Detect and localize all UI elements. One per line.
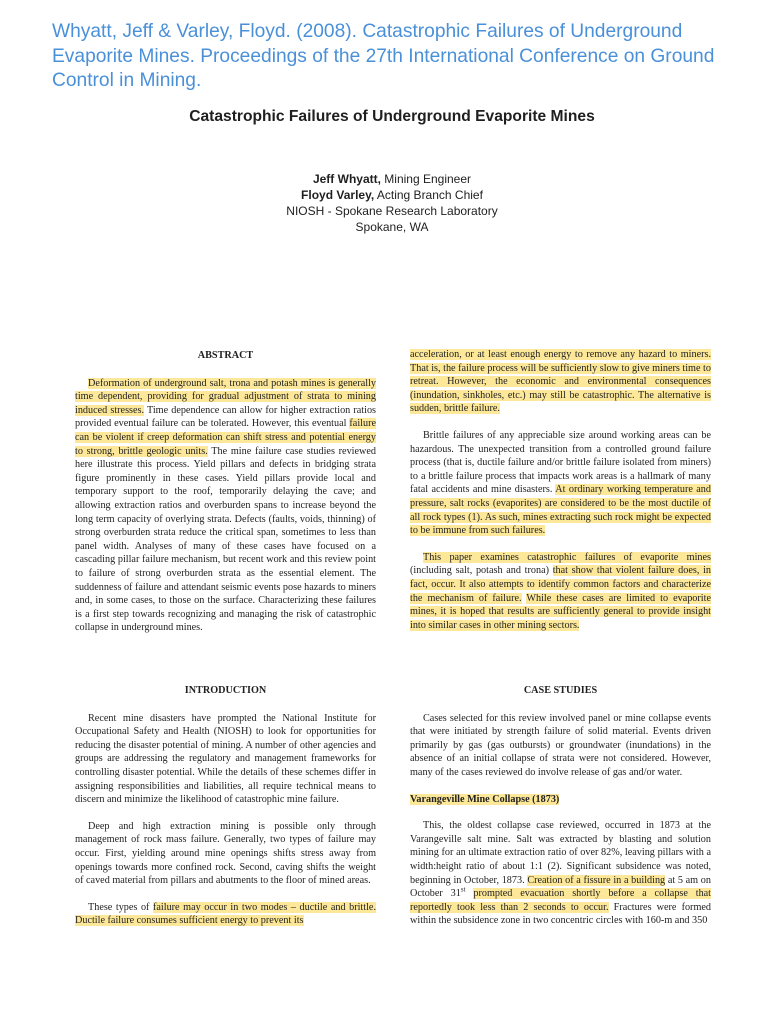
highlight: Creation of a fissure in a building [527, 874, 666, 886]
introduction-heading: INTRODUCTION [184, 685, 267, 696]
author-role: Acting Branch Chief [374, 188, 483, 202]
highlight: failure can be violent if creep deformation can shift stress and potential energy to strong, brittle geologic units. [75, 418, 376, 457]
highlight: failure may occur in two modes – ductile and brittle. Ductile failure consumes sufficient energy to prevent its [75, 901, 376, 927]
author-location: Spokane, WA [355, 220, 429, 234]
highlight: Deformation of underground salt, trona and potash mines is generally time dependent, providing for gradual adjustment of strata to mining induced stresses. [75, 377, 376, 416]
author-line-1 [0, 171, 768, 187]
case-subheading [410, 793, 711, 807]
text-run: These types of [88, 901, 153, 913]
text-run: Brittle failures of any appreciable size around working areas can be hazardous. The unexpected transition from a controlled ground failure process (that is, ductile failure and/or brittle failure isolated from miners) to a brittle failure process that impacts work areas is a hallmark of many fatal accidents and mine disasters. [410, 429, 711, 496]
introduction-paragraph: Deep and high extraction mining is possible only through management of rock mass failure. Generally, two types of failure may occur. First, yielding around mine openings shifts stress away from openings towards more confined rock. Second, caving shifts the weight of caved material from pillars and abutments to the floor of mined areas. [75, 820, 376, 887]
continued-paragraph [410, 348, 711, 416]
case-studies-heading: CASE STUDIES [523, 685, 598, 696]
highlight: At ordinary working temperature and pressure, salt rocks (evaporites) are considered to be the most ductile of all rock types (1). As such, mines extracting such rock might be expected to be immune from such failures. [410, 484, 711, 537]
author-name: Floyd Varley, [301, 188, 375, 202]
abstract-section [75, 349, 376, 635]
text-run: This, the oldest collapse case reviewed, occurred in 1873 at the Varangeville salt mine. Salt was extracted by blasting and solution mining for an ultimate extraction ratio of over 82%, leaving pillars with a width:height ratio of about 1:1 (2). Significant subsidence was noted, beginning in October, 1873. [410, 820, 711, 886]
highlight: that show that violent failure does, in fact, occur. It also attempts to identify common factors and characterize the mechanism of failure. [410, 565, 711, 604]
right-column-upper [410, 348, 711, 632]
text-run: at 5 am on October 31 [410, 874, 711, 900]
highlight: Varangeville Mine Collapse (1873) [410, 793, 560, 805]
author-role: Mining Engineer [380, 172, 472, 186]
introduction-paragraph: Recent mine disasters have prompted the National Institute for Occupational Safety and Health (NIOSH) to look for opportunities for reducing the disaster potential of mining. A number of other agencies and groups are addressing the regulatory and management frameworks for controlling disaster potential. While the details of these schemes differ in assigning responsibilities and liabilities, all require technical means to discern and minimize the likelihood of catastrophic mine failure. [75, 712, 376, 806]
highlight: prompted evacuation shortly before a collapse that reportedly took less than 2 seconds to occur. [410, 888, 712, 913]
highlight: acceleration, or at least enough energy to remove any hazard to miners. That is, the failure process will be sufficiently slow to give miners time to retreat. However, the economic and environmental consequences (inundation, sinkholes, etc.) may still be catastrophic. The alternative is sudden, brittle failure. [410, 349, 711, 415]
body-paragraph [410, 429, 711, 538]
ordinal-superscript: st [460, 885, 466, 894]
case-studies-section [410, 684, 711, 928]
abstract-paragraph [75, 377, 376, 635]
citation-header[interactable]: Whyatt, Jeff & Varley, Floyd. (2008). Catastrophic Failures of Underground Evaporite Mines. Proceedings of the 27th International Conference on Ground Control in Mining. [52, 21, 715, 91]
text-run: The mine failure case studies reviewed here illustrate this process. Yield pillars and defects in bridging strata figure prominently in these cases. Yield pillars provide local and temporary support to the roof, temporarily delaying the cave; and allowing extraction ratios and overburden spans to increase beyond the long term capacity of overlying strata. Defects (faults, voids, thinning) of strong overburden strata reduce the critical span, sometimes to less than panel width. Analyses of many of these cases have focused on a cascading pillar failure mechanism, but recent work and this review point to failure of strong overburden strata as the essential element. The suddenness of failure and attendant seismic events pose hazards to miners and, in some cases, to those on the surface. Characterizing these failures is a first step towards recognizing and managing the risk of catastrophic collapse in underground mines. [75, 445, 377, 634]
introduction-paragraph [75, 901, 376, 928]
author-block [0, 171, 768, 235]
case-studies-paragraph: Cases selected for this review involved panel or mine collapse events that were initiated by strength failure of solid material. Events driven primarily by gas (gas outbursts) or groundwater (inundations) in the absence of an initial collapse of strata were not considered. However, many of the cases reviewed do involve release of gas and/or water. [410, 712, 711, 778]
abstract-heading: ABSTRACT [197, 350, 254, 361]
introduction-section [75, 684, 376, 928]
highlight: This paper examines catastrophic failures of evaporite mines [423, 551, 711, 563]
text-run: Fractures were formed within the subsidence zone in two concentric circles with 160-m and 350 [410, 901, 711, 927]
text-run: Time dependence can allow for higher extraction ratios provided eventual failure can be tolerated. However, this eventual [75, 404, 377, 430]
case-studies-paragraph [410, 819, 711, 928]
text-run: (including salt, potash and trona) [410, 565, 553, 577]
paper-title: Catastrophic Failures of Underground Evaporite Mines [189, 108, 595, 125]
author-line-2 [0, 187, 768, 203]
author-name: Jeff Whyatt, [312, 172, 381, 186]
highlight: While these cases are limited to evaporite mines, it is hoped that results are sufficiently general to provide insight into similar cases in other mining sectors. [410, 592, 711, 631]
author-organization: NIOSH - Spokane Research Laboratory [286, 204, 498, 218]
body-paragraph [410, 551, 711, 633]
